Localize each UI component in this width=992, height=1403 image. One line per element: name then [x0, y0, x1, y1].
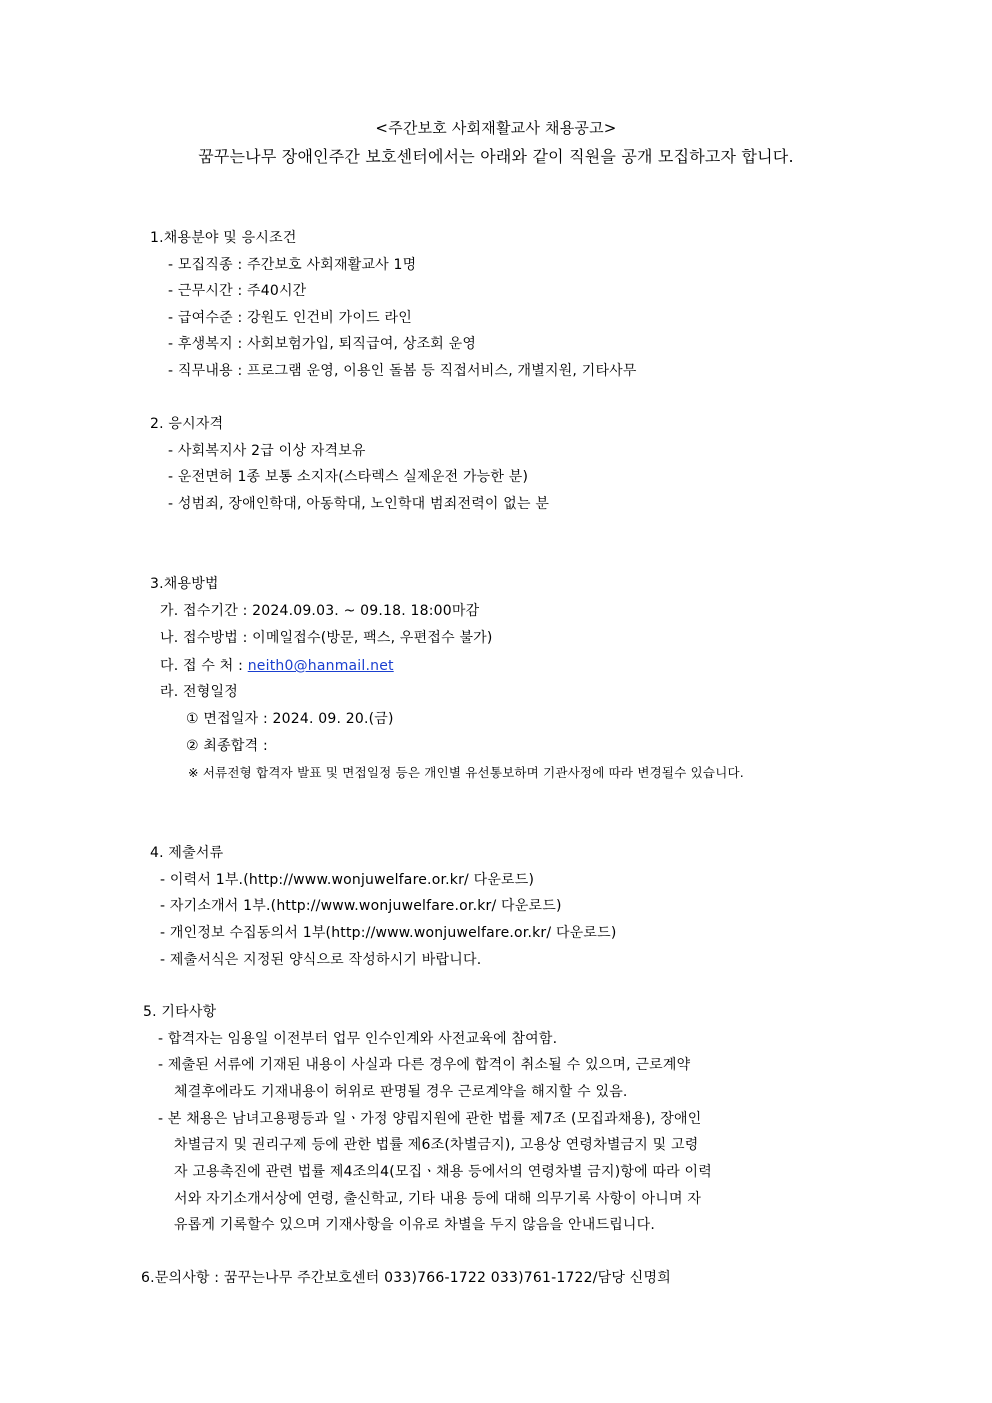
section2-item: - 운전면허 1종 보통 소지자(스타렉스 실제운전 가능한 분): [168, 469, 529, 485]
section1-item: - 급여수준 : 강원도 인건비 가이드 라인: [168, 310, 412, 326]
section4-item: - 이력서 1부.(http://www.wonjuwelfare.or.kr/ 다운로드): [160, 872, 535, 888]
section2-item: - 사회복지사 2급 이상 자격보유: [168, 443, 366, 459]
section3-heading: 3.채용방법: [150, 576, 219, 592]
interview-date: ① 면접일자 : 2024. 09. 20.(금): [186, 711, 394, 727]
address-label: 다. 접 수 처 :: [160, 658, 248, 674]
section5-line: 자 고용촉진에 관련 법률 제4조의4(모집ㆍ채용 등에서의 연령차별 금지)항에 따라 이력: [174, 1164, 713, 1180]
section1-item: - 후생복지 : 사회보험가입, 퇴직급여, 상조회 운영: [168, 336, 477, 352]
section4-item: - 제출서식은 지정된 양식으로 작성하시기 바랍니다.: [160, 952, 482, 968]
section1-item: - 근무시간 : 주40시간: [168, 283, 307, 299]
section5-line: - 제출된 서류에 기재된 내용이 사실과 다른 경우에 합격이 취소될 수 있으며, 근로계약: [158, 1057, 691, 1073]
final-result: ② 최종합격 :: [186, 738, 268, 754]
section5-line: 체결후에라도 기재내용이 허위로 판명될 경우 근로계약을 해지할 수 있음.: [174, 1084, 628, 1100]
section2-item: - 성범죄, 장애인학대, 아동학대, 노인학대 범죄전력이 없는 분: [168, 496, 550, 512]
section4-item: - 자기소개서 1부.(http://www.wonjuwelfare.or.kr/ 다운로드): [160, 898, 562, 914]
page-title: <주간보호 사회재활교사 채용공고>: [375, 119, 617, 137]
section5-line: - 본 채용은 남녀고용평등과 일ㆍ가정 양립지원에 관한 법률 제7조 (모집과채용), 장애인: [158, 1111, 702, 1127]
section5-line: 서와 자기소개서상에 연령, 출신학교, 기타 내용 등에 대해 의무기록 사항이 아니며 자: [174, 1191, 702, 1207]
section1-item: - 직무내용 : 프로그램 운영, 이용인 돌봄 등 직접서비스, 개별지원, 기타사무: [168, 363, 637, 379]
page-subtitle: 꿈꾸는나무 장애인주간 보호센터에서는 아래와 같이 직원을 공개 모집하고자 합니다.: [198, 147, 794, 166]
section5-line: - 합격자는 임용일 이전부터 업무 인수인계와 사전교육에 참여함.: [158, 1031, 558, 1047]
email-link[interactable]: neith0@hanmail.net: [247, 658, 394, 674]
schedule-note: ※ 서류전형 합격자 발표 및 면접일정 등은 개인별 유선통보하며 기관사정에 따라 변경될수 있습니다.: [188, 765, 744, 780]
section5-heading: 5. 기타사항: [143, 1004, 217, 1020]
section5-line: 차별금지 및 권리구제 등에 관한 법률 제6조(차별금지), 고용상 연령차별금지 및 고령: [174, 1137, 699, 1153]
schedule-heading: 라. 전형일정: [160, 684, 238, 700]
contact-info: 6.문의사항 : 꿈꾸는나무 주간보호센터 033)766-1722 033)761-1722/담당 신명희: [141, 1270, 671, 1286]
section1-item: - 모집직종 : 주간보호 사회재활교사 1명: [168, 257, 417, 273]
section1-heading: 1.채용분야 및 응시조건: [150, 230, 297, 246]
section4-heading: 4. 제출서류: [150, 845, 224, 861]
section5-line: 유롭게 기록할수 있으며 기재사항을 이유로 차별을 두지 않음을 안내드립니다.: [174, 1217, 656, 1233]
application-method: 나. 접수방법 : 이메일접수(방문, 팩스, 우편접수 불가): [160, 630, 493, 646]
application-period: 가. 접수기간 : 2024.09.03. ~ 09.18. 18:00마감: [160, 603, 480, 619]
application-address: [160, 656, 394, 676]
section4-item: - 개인정보 수집동의서 1부(http://www.wonjuwelfare.or.kr/ 다운로드): [160, 925, 617, 941]
section2-heading: 2. 응시자격: [150, 416, 224, 432]
